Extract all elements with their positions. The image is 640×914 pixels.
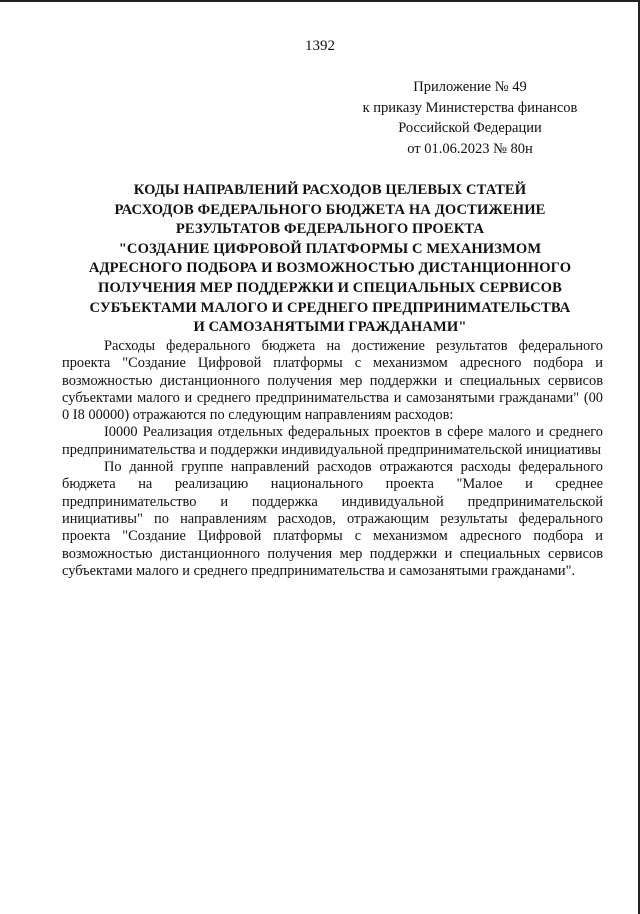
appendix-line: к приказу Министерства финансов (362, 99, 578, 116)
body-paragraph: Расходы федерального бюджета на достижение результатов федерального проекта "Создание Цифровой платформы с механизмом адресного подбора и возможностью дистанционного получения мер поддержки и специальных сервисов субъектами малого и среднего предпринимательства и самозанятыми гражданами" (00 0 I8 00000) отражаются по следующим направлениям расходов: (62, 338, 603, 424)
body-paragraph: I0000 Реализация отдельных федеральных проектов в сфере малого и среднего предпринимательства и поддержки индивидуальной предпринимательской инициативы (62, 424, 603, 458)
title-line: АДРЕСНОГО ПОДБОРА И ВОЗМОЖНОСТЬЮ ДИСТАНЦИОННОГО (88, 260, 572, 277)
body-paragraph: По данной группе направлений расходов отражаются расходы федерального бюджета на реализацию национального проекта "Малое и среднее предпринимательство и поддержка индивидуальной предпринимательской инициативы" по направлениям расходов, отражающим результаты федерального проекта "Создание Цифровой платформы с механизмом адресного подбора и возможностью дистанционного получения мер поддержки и специальных сервисов субъектами малого и среднего предпринимательства и самозанятыми гражданами". (62, 459, 603, 579)
appendix-line: от 01.06.2023 № 80н (407, 140, 533, 157)
title-line: ПОЛУЧЕНИЯ МЕР ПОДДЕРЖКИ И СПЕЦИАЛЬНЫХ СЕРВИСОВ (98, 279, 562, 296)
appendix-header (340, 77, 600, 159)
title-line: РАСХОДОВ ФЕДЕРАЛЬНОГО БЮДЖЕТА НА ДОСТИЖЕНИЕ (114, 201, 546, 218)
appendix-line: Российской Федерации (398, 120, 542, 136)
page-number: 1392 (305, 38, 335, 54)
document-body (62, 338, 603, 580)
appendix-line: Приложение № 49 (413, 79, 527, 95)
scan-border-top (0, 0, 640, 2)
document-title (30, 181, 630, 338)
title-line: И САМОЗАНЯТЫМИ ГРАЖДАНАМИ" (193, 319, 467, 336)
title-line: "СОЗДАНИЕ ЦИФРОВОЙ ПЛАТФОРМЫ С МЕХАНИЗМОМ (118, 240, 542, 257)
title-line: КОДЫ НАПРАВЛЕНИЙ РАСХОДОВ ЦЕЛЕВЫХ СТАТЕЙ (133, 182, 527, 198)
title-line: РЕЗУЛЬТАТОВ ФЕДЕРАЛЬНОГО ПРОЕКТА (175, 221, 485, 238)
title-line: СУБЪЕКТАМИ МАЛОГО И СРЕДНЕГО ПРЕДПРИНИМАТЕЛЬСТВА (89, 299, 571, 316)
